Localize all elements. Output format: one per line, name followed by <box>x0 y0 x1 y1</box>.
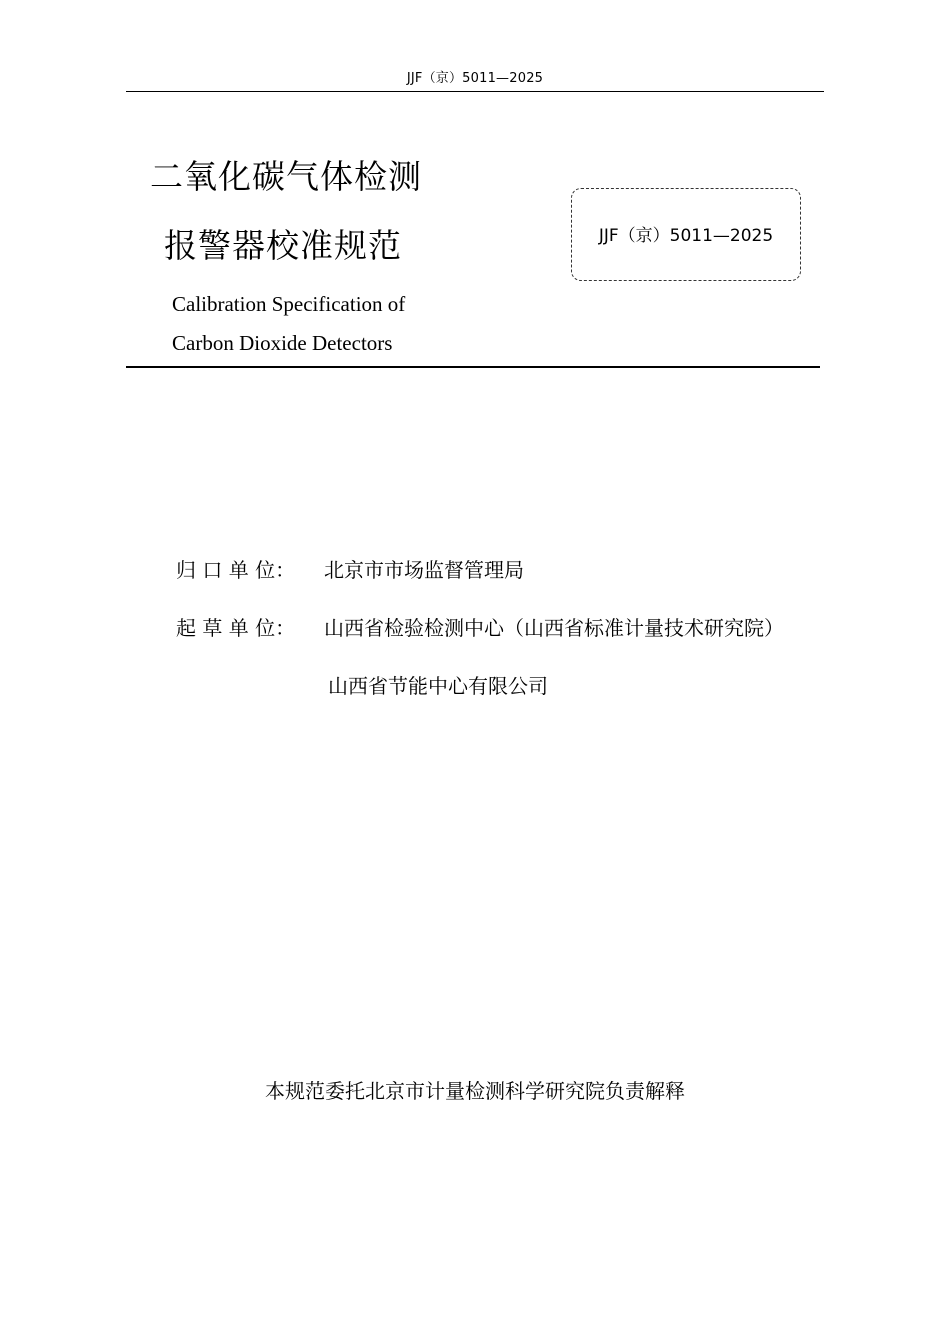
title-rule <box>126 366 820 368</box>
specification-code-box <box>571 188 801 281</box>
responsible-unit-label: 归 口 单 位： <box>176 558 296 582</box>
title-english-line-2: Carbon Dioxide Detectors <box>172 331 393 355</box>
responsible-unit-value: 北京市市场监督管理局 <box>324 558 524 582</box>
running-header-code: JJF（京）5011—2025 <box>406 71 544 86</box>
title-chinese-line-1: 二氧化碳气体检测 <box>150 157 422 196</box>
specification-code: JJF（京）5011—2025 <box>598 225 774 246</box>
drafting-unit-value-2: 山西省节能中心有限公司 <box>328 674 548 698</box>
interpretation-note: 本规范委托北京市计量检测科学研究院负责解释 <box>265 1079 685 1103</box>
drafting-unit-label: 起 草 单 位： <box>176 616 296 640</box>
drafting-unit-row <box>176 614 784 642</box>
responsible-unit-row <box>176 556 524 584</box>
header-rule <box>126 91 824 92</box>
title-english-line-1: Calibration Specification of <box>172 292 406 316</box>
drafting-unit-value-1: 山西省检验检测中心（山西省标准计量技术研究院） <box>324 616 784 640</box>
title-chinese-line-2: 报警器校准规范 <box>164 226 402 265</box>
